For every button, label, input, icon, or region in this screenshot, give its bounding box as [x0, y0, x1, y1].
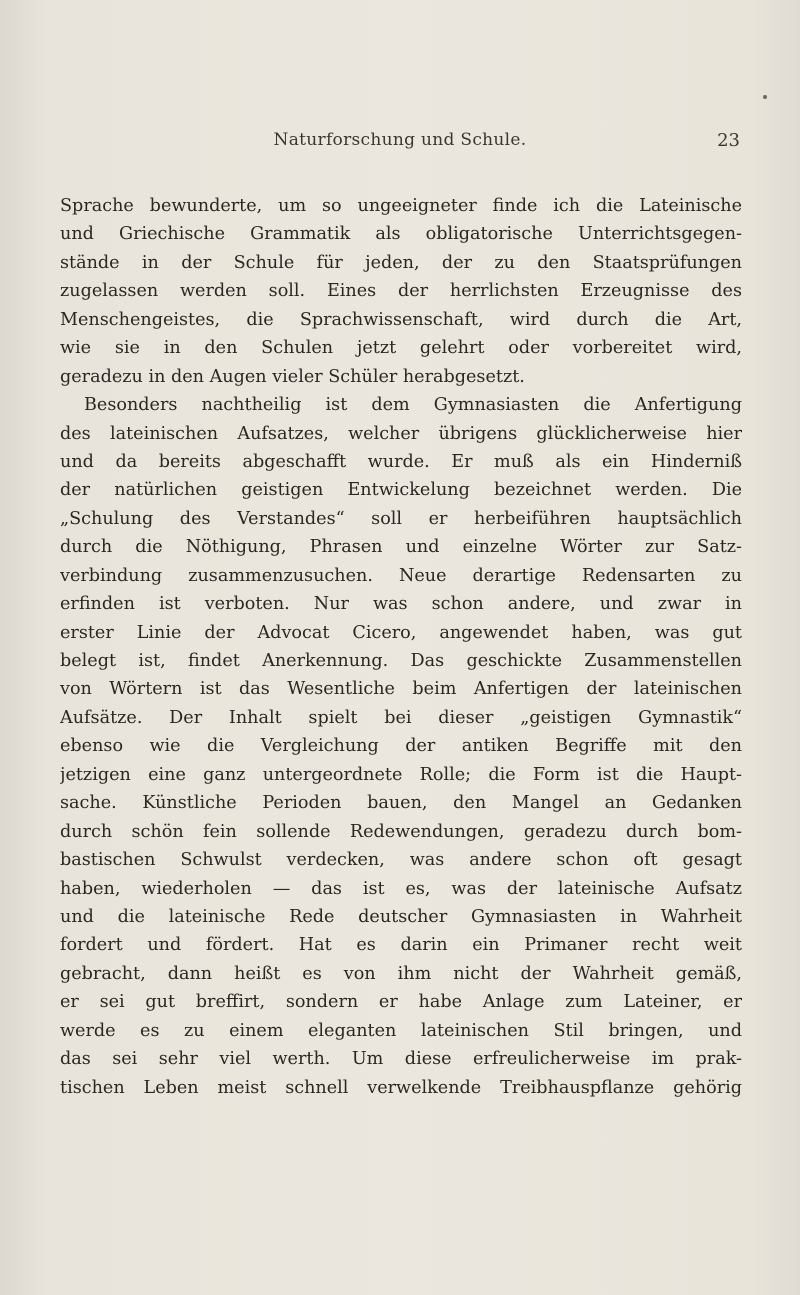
text-line: fordert und fördert. Hat es darin ein Primaner recht weit — [60, 935, 742, 956]
text-line: tischen Leben meist schnell verwelkende Treibhauspflanze gehörig — [60, 1077, 742, 1098]
text-line: von Wörtern ist das Wesentliche beim Anfertigen der lateinischen — [60, 679, 742, 700]
text-line: zugelassen werden soll. Eines der herrlichsten Erzeugnisse des — [60, 281, 742, 302]
text-line: er sei gut breffirt, sondern er habe Anlage zum Lateiner, er — [60, 992, 742, 1013]
text-line: gebracht, dann heißt es von ihm nicht der Wahrheit gemäß, — [60, 963, 742, 984]
text-line: „Schulung des Verstandes“ soll er herbeiführen hauptsächlich — [60, 508, 742, 529]
text-line: bastischen Schwulst verdecken, was andere schon oft gesagt — [60, 850, 742, 871]
text-line: das sei sehr viel werth. Um diese erfreulicherweise im prak- — [60, 1049, 742, 1070]
text-line: und die lateinische Rede deutscher Gymnasiasten in Wahrheit — [60, 906, 742, 927]
text-line: und da bereits abgeschafft wurde. Er muß als ein Hinderniß — [60, 451, 742, 472]
text-line: haben, wiederholen — das ist es, was der lateinische Aufsatz — [60, 878, 742, 899]
text-line: Sprache bewunderte, um so ungeeigneter finde ich die Lateinische — [60, 196, 742, 216]
text-line: durch die Nöthigung, Phrasen und einzelne Wörter zur Satz- — [60, 537, 742, 558]
text-line: ebenso wie die Vergleichung der antiken Begriffe mit den — [60, 736, 742, 757]
text-line: geradezu in den Augen vieler Schüler herabgesetzt. — [60, 366, 525, 387]
text-line: stände in der Schule für jeden, der zu den Staatsprüfungen — [60, 252, 742, 273]
text-line: werde es zu einem eleganten lateinischen Stil bringen, und — [60, 1020, 742, 1041]
body-text — [60, 192, 742, 1102]
text-line: sache. Künstliche Perioden bauen, den Mangel an Gedanken — [60, 793, 742, 814]
text-line: der natürlichen geistigen Entwickelung bezeichnet werden. Die — [60, 480, 742, 501]
speck-mark — [763, 95, 767, 99]
text-line: Aufsätze. Der Inhalt spielt bei dieser „geistigen Gymnastik“ — [60, 707, 742, 728]
paragraph — [60, 391, 742, 1102]
text-line: Menschengeistes, die Sprachwissenschaft, wird durch die Art, — [60, 309, 742, 330]
text-line: Besonders nachtheilig ist dem Gymnasiasten die Anfertigung — [84, 395, 742, 416]
paragraph — [60, 192, 742, 391]
text-line: jetzigen eine ganz untergeordnete Rolle; die Form ist die Haupt- — [60, 764, 742, 785]
text-line: durch schön fein sollende Redewendungen, geradezu durch bom- — [60, 821, 742, 842]
text-line: erster Linie der Advocat Cicero, angewendet haben, was gut — [60, 622, 742, 643]
text-line: des lateinischen Aufsatzes, welcher übrigens glücklicherweise hier — [60, 423, 742, 444]
running-head: Naturforschung und Schule. — [273, 130, 527, 150]
text-line: und Griechische Grammatik als obligatorische Unterrichtsgegen- — [60, 224, 742, 245]
page-header — [0, 130, 800, 160]
page-number: 23 — [717, 130, 740, 151]
text-line: verbindung zusammenzusuchen. Neue derartige Redensarten zu — [60, 565, 742, 586]
text-line: erfinden ist verboten. Nur was schon andere, und zwar in — [60, 594, 742, 615]
text-line: belegt ist, findet Anerkennung. Das geschickte Zusammenstellen — [60, 651, 742, 671]
text-line: wie sie in den Schulen jetzt gelehrt oder vorbereitet wird, — [60, 338, 742, 359]
